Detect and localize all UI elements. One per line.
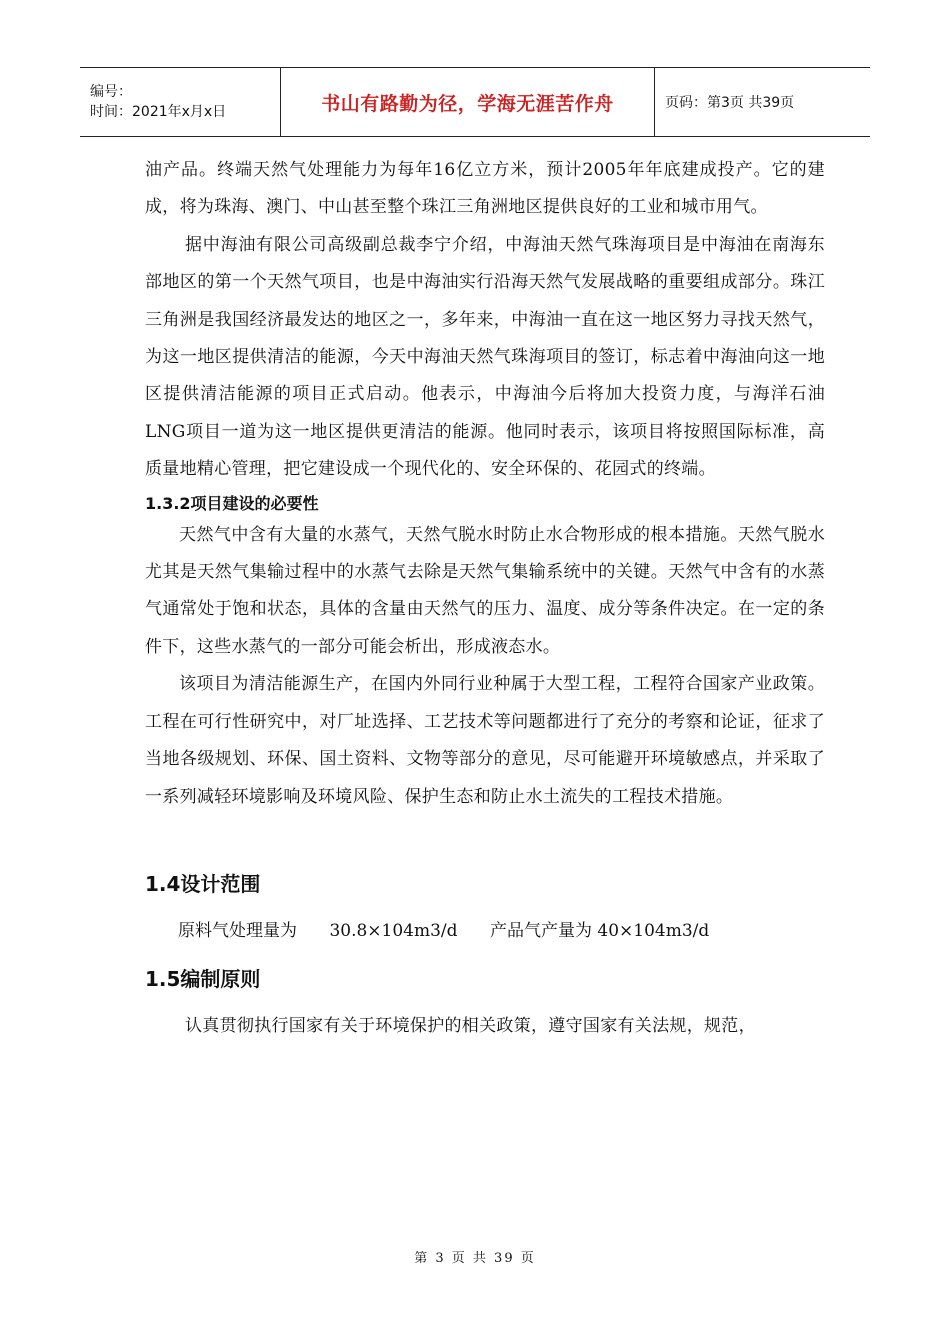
design-scope-line — [145, 916, 825, 941]
document-number-label: 编号： — [90, 84, 132, 100]
section-heading-principles: 1.5编制原则 — [145, 966, 261, 991]
paragraph-cnooc-statement: 据中海油有限公司高级副总裁李宁介绍，中海油天然气珠海项目是中海油在南海东部地区的第一个天然气项目，也是中海油实行沿海天然气发展战略的重要组成部分。珠江三角洲是我国经济最发达的地区之一，多年来，中海油一直在这一地区努力寻找天然气，为这一地区提供清洁的能源，今天中海油天然气珠海项目的签订，标志着中海油向这一地区提供清洁能源的项目正式启动。他表示，中海油今后将加大投资力度，与海洋石油LNG项目一道为这一地区提供更清洁的能源。他同时表示，该项目将按照国际标准，高质量地精心管理，把它建设成一个现代化的、安全环保的、花园式的终端。 — [145, 234, 825, 480]
header-page-cell — [655, 68, 870, 136]
page-footer: 第 3 页 共 39 页 — [414, 1251, 536, 1266]
subsection-heading-necessity: 1.3.2项目建设的必要性 — [145, 493, 319, 513]
header-page-number: 页码：第3页 共39页 — [665, 95, 795, 111]
paragraph-policy: 该项目为清洁能源生产，在国内外同行业种属于大型工程，工程符合国家产业政策。工程在可行性研究中，对厂址选择、工艺技术等问题都进行了充分的考察和论证，征求了当地各级规划、环保、国土资料、文物等部分的意见，尽可能避开环境敏感点，并采取了一系列减轻环境影响及环境风险、保护生态和防止水土流失的工程技术措施。 — [145, 674, 825, 807]
feed-gas-label: 原料气处理量为 — [178, 920, 297, 941]
header-meta — [80, 68, 280, 136]
paragraph-principles: 认真贯彻执行国家有关于环境保护的相关政策，遵守国家有关法规，规范， — [185, 1015, 756, 1036]
product-gas-value: 40×104m3/d — [597, 920, 710, 941]
document-body — [145, 152, 825, 1045]
header-motto: 书山有路勤为径，学海无涯苦作舟 — [321, 92, 614, 115]
product-gas-label: 产品气产量为 — [489, 920, 592, 941]
section-heading-design-scope: 1.4设计范围 — [145, 871, 261, 896]
paragraph-dehydration: 天然气中含有大量的水蒸气，天然气脱水时防止水合物形成的根本措施。天然气脱水尤其是天然气集输过程中的水蒸气去除是天然气集输系统中的关键。天然气中含有的水蒸气通常处于饱和状态，具体的含量由天然气的压力、温度、成分等条件决定。在一定的条件下，这些水蒸气的一部分可能会析出，形成液态水。 — [145, 524, 825, 657]
feed-gas-value: 30.8×104m3/d — [329, 920, 458, 941]
header-motto-cell — [280, 68, 655, 136]
page-header — [80, 67, 870, 137]
spacer — [145, 816, 825, 868]
paragraph-terminal-capacity: 油产品。终端天然气处理能力为每年16亿立方米，预计2005年年底建成投产。它的建成，将为珠海、澳门、中山甚至整个珠江三角洲地区提供良好的工业和城市用气。 — [145, 160, 825, 218]
document-time-label: 时间：2021年x月x日 — [90, 104, 227, 120]
